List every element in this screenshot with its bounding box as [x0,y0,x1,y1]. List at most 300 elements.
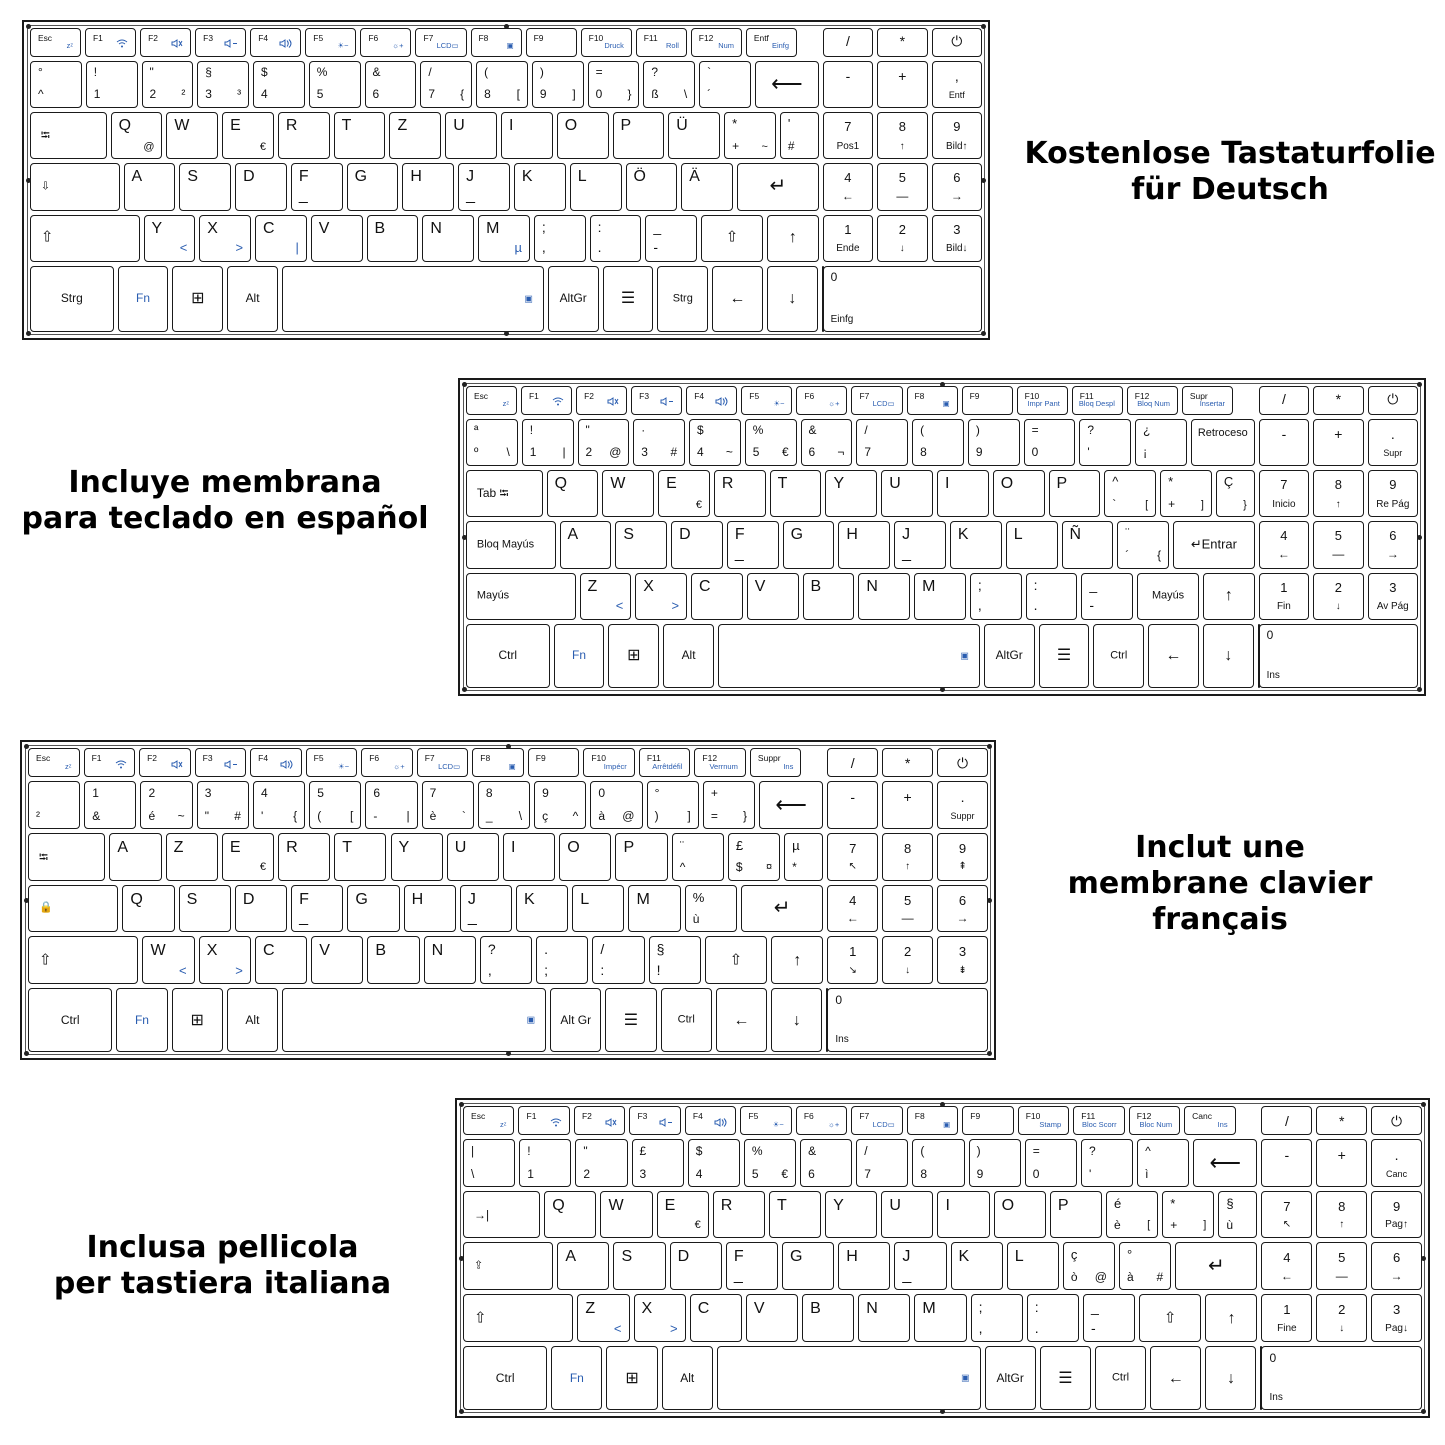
numpad-2[interactable] [882,936,933,984]
fkey-suppr[interactable] [750,748,802,777]
key-z[interactable] [166,833,218,881]
altgr-key[interactable] [985,1346,1036,1410]
numpad-u2d[interactable] [827,781,878,829]
numpad-4[interactable] [1261,1242,1312,1290]
key-k[interactable] [951,1242,1003,1290]
menu-key[interactable] [605,988,656,1052]
key-u3b[interactable] [970,573,1022,620]
fkey-f11[interactable] [1073,1106,1124,1135]
numpad-1[interactable] [827,936,878,984]
key-p[interactable] [613,112,665,159]
numpad-8[interactable] [1313,470,1363,517]
fkey-f12[interactable] [1127,386,1178,415]
key-ub0[interactable] [1119,1242,1171,1290]
key-c[interactable] [255,215,307,262]
key-ua3[interactable] [728,833,780,881]
key-4[interactable] [688,1139,740,1187]
key-n[interactable] [858,573,910,620]
fkey-entf[interactable] [746,28,797,57]
key-1[interactable] [522,419,574,466]
key-h[interactable] [404,885,456,933]
fkey-f8[interactable] [907,1106,958,1135]
fkey-f12[interactable] [1129,1106,1180,1135]
key-g[interactable] [347,163,399,210]
fkey-esc[interactable] [30,28,81,57]
numpad-9[interactable] [1371,1191,1422,1239]
key-w[interactable] [600,1191,652,1239]
caps-lock-key[interactable] [463,1242,553,1290]
fkey-f3[interactable] [631,386,682,415]
key-u5f[interactable] [1083,1294,1135,1342]
left-shift-key[interactable] [28,936,138,984]
arrow-down-key[interactable] [1203,624,1254,688]
fkey-f6[interactable] [796,1106,847,1135]
numpad-3[interactable] [932,215,982,262]
numpad-5[interactable] [882,885,933,933]
enter-key[interactable] [1175,1242,1257,1290]
key-o[interactable] [993,470,1045,517]
fkey-f3[interactable] [195,748,247,777]
numpad-u2d[interactable] [1261,1139,1312,1187]
key-7[interactable] [856,419,908,466]
arrow-up-key[interactable] [1205,1294,1257,1342]
key-3[interactable] [197,781,249,829]
space-bar[interactable] [718,624,980,688]
key-w[interactable] [142,936,194,984]
key-udc[interactable] [668,112,720,159]
fkey-f6[interactable] [361,748,413,777]
key-u3b[interactable] [534,215,586,262]
tab-key[interactable] [463,1191,540,1239]
numpad-7[interactable] [823,112,873,159]
fkey-f9[interactable] [962,386,1013,415]
numpad-5[interactable] [877,163,927,210]
numpad-4[interactable] [827,885,878,933]
numpad-8[interactable] [882,833,933,881]
key-p[interactable] [1049,470,1101,517]
fkey-f9[interactable] [528,748,580,777]
right-shift-key[interactable] [705,936,767,984]
fkey-f12[interactable] [691,28,742,57]
backspace-key[interactable] [759,781,823,829]
key-u3a[interactable] [1026,573,1078,620]
key-w[interactable] [602,470,654,517]
key-c[interactable] [255,936,307,984]
key-h[interactable] [402,163,454,210]
numpad-9[interactable] [937,833,988,881]
key-3[interactable] [197,61,249,108]
key-7[interactable] [856,1139,908,1187]
key-d[interactable] [235,885,287,933]
key-s[interactable] [179,885,231,933]
key-k[interactable] [950,521,1002,568]
key-7[interactable] [420,61,472,108]
key-m[interactable] [478,215,530,262]
key-2[interactable] [142,61,194,108]
fkey-f10[interactable] [1018,1106,1069,1135]
windows-key[interactable] [172,266,223,332]
numpad-2[interactable] [1313,573,1363,620]
enter-key[interactable] [741,885,823,933]
key-m[interactable] [914,1294,966,1342]
key-8[interactable] [476,61,528,108]
key-l[interactable] [1006,521,1058,568]
key-u5f[interactable] [645,215,697,262]
numpad-2[interactable] [1316,1294,1367,1342]
key-6[interactable] [365,781,417,829]
left-ctrl-key[interactable] [466,624,550,688]
key-c[interactable] [690,1294,742,1342]
key-s[interactable] [613,1242,665,1290]
key-ua7[interactable] [1218,1191,1257,1239]
key-f[interactable] [727,521,779,568]
key-u3a[interactable] [1027,1294,1079,1342]
fkey-f11[interactable] [639,748,691,777]
numpad-0[interactable] [1259,624,1418,688]
menu-key[interactable] [1039,624,1090,688]
key-6[interactable] [800,1139,852,1187]
key-u[interactable] [445,112,497,159]
fkey-f10[interactable] [583,748,635,777]
key-4[interactable] [253,781,305,829]
numpad-7[interactable] [827,833,878,881]
key-v[interactable] [311,936,363,984]
key-3[interactable] [633,419,685,466]
key-x[interactable] [634,1294,686,1342]
key-u3a[interactable] [590,215,642,262]
key-ua7[interactable] [649,936,701,984]
numpad-u2d[interactable] [823,61,873,108]
power-button[interactable] [1368,386,1418,415]
fkey-esc[interactable] [466,386,517,415]
key-4[interactable] [253,61,305,108]
key-t[interactable] [334,112,386,159]
key-5[interactable] [309,781,361,829]
fkey-f6[interactable] [796,386,847,415]
key-u3f-2d-df[interactable] [643,61,695,108]
key-r[interactable] [278,833,330,881]
backspace-key[interactable] [755,61,819,108]
fkey-f5[interactable] [740,1106,791,1135]
fn-key[interactable] [551,1346,602,1410]
key-e[interactable] [222,112,274,159]
key-i[interactable] [501,112,553,159]
tab-key[interactable] [30,112,107,159]
fn-key[interactable] [554,624,605,688]
fkey-f12[interactable] [694,748,746,777]
fkey-f11[interactable] [636,28,687,57]
key-0[interactable] [1025,1139,1077,1187]
numpad-9[interactable] [1368,470,1418,517]
key-9[interactable] [534,781,586,829]
numpad-u2a[interactable] [1316,1106,1367,1135]
fn-key[interactable] [116,988,167,1052]
numpad-u2b[interactable] [877,61,927,108]
key-j[interactable] [894,1242,946,1290]
numpad-0[interactable] [827,988,988,1052]
key-y[interactable] [825,470,877,517]
key-t[interactable] [770,470,822,517]
key-z[interactable] [389,112,441,159]
numpad-8[interactable] [877,112,927,159]
numpad-2[interactable] [877,215,927,262]
alt-key[interactable] [662,1346,713,1410]
key-z[interactable] [577,1294,629,1342]
key-8[interactable] [478,781,530,829]
fkey-f8[interactable] [472,748,524,777]
numpad-1[interactable] [1261,1294,1312,1342]
fkey-f7[interactable] [851,1106,902,1135]
fkey-f4[interactable] [685,1106,736,1135]
fkey-f4[interactable] [250,748,302,777]
key-j[interactable] [458,163,510,210]
space-bar[interactable] [282,266,544,332]
arrow-up-key[interactable] [1203,573,1255,620]
fkey-esc[interactable] [28,748,80,777]
caps-lock-key[interactable] [30,163,120,210]
key-s[interactable] [615,521,667,568]
key-b[interactable] [367,215,419,262]
key-h[interactable] [838,1242,890,1290]
right-ctrl-key[interactable] [1095,1346,1146,1410]
numpad-u2f[interactable] [1261,1106,1312,1135]
key-u2a[interactable] [1160,470,1212,517]
numpad-u2b[interactable] [1313,419,1363,466]
fkey-f4[interactable] [686,386,737,415]
key-uaa-2d-ba[interactable] [466,419,518,466]
fkey-f1[interactable] [84,748,136,777]
numpad-6[interactable] [932,163,982,210]
numpad-7[interactable] [1259,470,1309,517]
key-ua8[interactable] [1117,521,1169,568]
key-n[interactable] [858,1294,910,1342]
key-q[interactable] [547,470,599,517]
numpad-u2b[interactable] [1316,1139,1367,1187]
key-u60-2d-b4[interactable] [699,61,751,108]
key-j[interactable] [894,521,946,568]
numpad-4[interactable] [823,163,873,210]
key-v[interactable] [746,1294,798,1342]
key-b[interactable] [803,573,855,620]
key-v[interactable] [311,215,363,262]
key-2[interactable] [578,419,630,466]
arrow-left-key[interactable] [1150,1346,1201,1410]
left-shift-key[interactable] [463,1294,573,1342]
key-ud1[interactable] [1062,521,1114,568]
key-u3f-2d-27[interactable] [1079,419,1131,466]
key-f[interactable] [291,885,343,933]
alt-key[interactable] [227,988,278,1052]
numpad-5[interactable] [1316,1242,1367,1290]
key-u3b[interactable] [971,1294,1023,1342]
numpad-5[interactable] [1313,521,1363,568]
right-shift-key[interactable] [1139,1294,1201,1342]
arrow-down-key[interactable] [1205,1346,1256,1410]
windows-key[interactable] [172,988,223,1052]
key-0[interactable] [588,61,640,108]
key-9[interactable] [968,419,1020,466]
altgr-key[interactable] [984,624,1035,688]
key-l[interactable] [570,163,622,210]
key-i[interactable] [503,833,555,881]
key-a[interactable] [124,163,176,210]
numpad-3[interactable] [1368,573,1418,620]
key-e[interactable] [658,470,710,517]
key-5[interactable] [309,61,361,108]
key-t[interactable] [769,1191,821,1239]
key-m[interactable] [628,885,680,933]
key-l[interactable] [1007,1242,1059,1290]
numpad-u2b[interactable] [882,781,933,829]
key-i[interactable] [937,1191,989,1239]
key-d[interactable] [671,521,723,568]
fkey-f8[interactable] [907,386,958,415]
numpad-1[interactable] [1259,573,1309,620]
key-ue7[interactable] [1063,1242,1115,1290]
key-4[interactable] [689,419,741,466]
fkey-f1[interactable] [518,1106,569,1135]
key-u7c-2d-5c[interactable] [463,1139,515,1187]
key-a[interactable] [560,521,612,568]
right-shift-key[interactable] [701,215,763,262]
key-5[interactable] [744,1139,796,1187]
numpad-3[interactable] [1371,1294,1422,1342]
fkey-esc[interactable] [463,1106,514,1135]
altgr-key[interactable] [548,266,599,332]
numpad-u2a[interactable] [877,28,927,57]
key-r[interactable] [278,112,330,159]
key-g[interactable] [347,885,399,933]
space-bar[interactable] [282,988,546,1052]
key-8[interactable] [912,419,964,466]
key-u2d-b2[interactable] [28,781,80,829]
fkey-f9[interactable] [526,28,577,57]
key-b[interactable] [802,1294,854,1342]
key-w[interactable] [166,112,218,159]
key-q[interactable] [122,885,174,933]
key-1[interactable] [86,61,138,108]
key-u25[interactable] [685,885,737,933]
numpad-6[interactable] [937,885,988,933]
fkey-f3[interactable] [195,28,246,57]
space-bar[interactable] [717,1346,981,1410]
key-r[interactable] [714,470,766,517]
key-y[interactable] [825,1191,877,1239]
power-button[interactable] [932,28,982,57]
power-button[interactable] [1371,1106,1422,1135]
key-o[interactable] [559,833,611,881]
left-shift-key[interactable] [30,215,140,262]
fn-key[interactable] [118,266,169,332]
key-2[interactable] [575,1139,627,1187]
key-5[interactable] [745,419,797,466]
key-i[interactable] [937,470,989,517]
fkey-canc[interactable] [1184,1106,1235,1135]
key-u2a[interactable] [724,112,776,159]
key-uc4[interactable] [681,163,733,210]
right-ctrl-key[interactable] [657,266,708,332]
key-u3f-2d-27[interactable] [1081,1139,1133,1187]
key-q[interactable] [111,112,163,159]
fkey-f4[interactable] [250,28,301,57]
key-n[interactable] [422,215,474,262]
left-ctrl-key[interactable] [30,266,114,332]
fkey-f2[interactable] [574,1106,625,1135]
windows-key[interactable] [608,624,659,688]
numpad-0[interactable] [1261,1346,1421,1410]
fkey-f9[interactable] [962,1106,1013,1135]
key-b[interactable] [367,936,419,984]
key-u5e[interactable] [1104,470,1156,517]
key-ub0-2d-5e[interactable] [30,61,82,108]
key-k[interactable] [514,163,566,210]
numpad-u2a[interactable] [1313,386,1363,415]
key-e[interactable] [657,1191,709,1239]
key-ud6[interactable] [626,163,678,210]
fkey-f3[interactable] [629,1106,680,1135]
menu-key[interactable] [1040,1346,1091,1410]
key-8[interactable] [912,1139,964,1187]
key-x[interactable] [635,573,687,620]
arrow-down-key[interactable] [771,988,822,1052]
fkey-f5[interactable] [305,28,356,57]
numpad-u2e[interactable] [937,781,988,829]
key-a[interactable] [557,1242,609,1290]
fkey-f1[interactable] [85,28,136,57]
enter-key[interactable] [737,163,819,210]
menu-key[interactable] [603,266,654,332]
key-e[interactable] [222,833,274,881]
numpad-3[interactable] [937,936,988,984]
key-u3f[interactable] [480,936,532,984]
key-y[interactable] [391,833,443,881]
key-k[interactable] [516,885,568,933]
left-ctrl-key[interactable] [28,988,112,1052]
arrow-left-key[interactable] [712,266,763,332]
key-t[interactable] [334,833,386,881]
key-uc7[interactable] [1216,470,1255,517]
right-ctrl-key[interactable] [1093,624,1144,688]
key-u[interactable] [881,470,933,517]
fkey-f6[interactable] [360,28,411,57]
key-q[interactable] [544,1191,596,1239]
key-ub0-2d-29[interactable] [647,781,699,829]
key-6[interactable] [801,419,853,466]
key-d[interactable] [670,1242,722,1290]
tab-key[interactable] [28,833,105,881]
key-l[interactable] [572,885,624,933]
key-2[interactable] [140,781,192,829]
key-u[interactable] [881,1191,933,1239]
key-u5e-2d-ec[interactable] [1137,1139,1189,1187]
key-6[interactable] [365,61,417,108]
key-9[interactable] [969,1139,1021,1187]
key-o[interactable] [557,112,609,159]
key-d[interactable] [235,163,287,210]
arrow-up-key[interactable] [767,215,819,262]
alt-key[interactable] [227,266,278,332]
key-x[interactable] [199,215,251,262]
caps-lock-key[interactable] [466,521,556,568]
key-z[interactable] [580,573,632,620]
fkey-f2[interactable] [140,28,191,57]
key-r[interactable] [713,1191,765,1239]
fkey-f2[interactable] [576,386,627,415]
key-u2b-2d-3d[interactable] [703,781,755,829]
key-x[interactable] [199,936,251,984]
key-1[interactable] [519,1139,571,1187]
key-f[interactable] [291,163,343,210]
